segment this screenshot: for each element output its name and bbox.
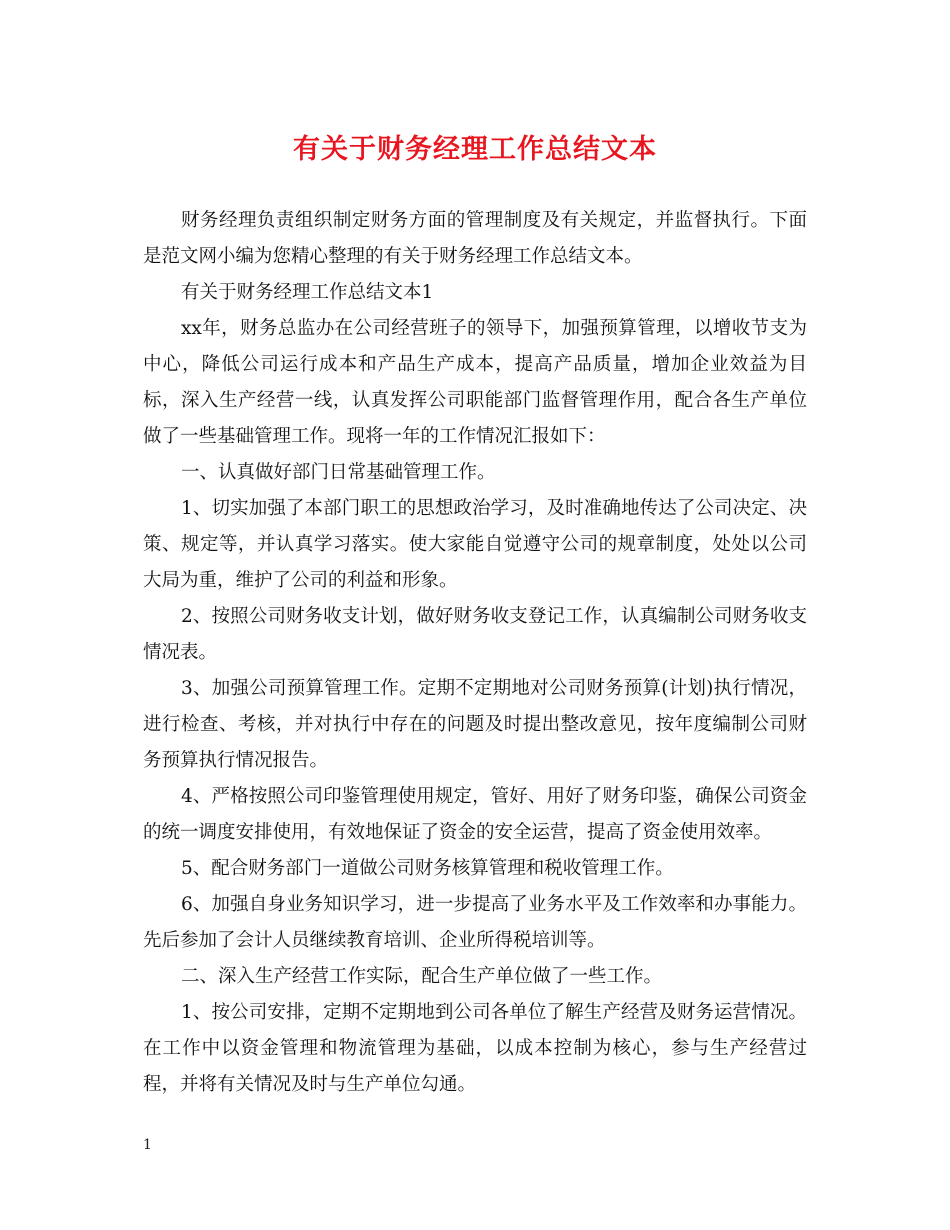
paragraph-item-1-3: 3、加强公司预算管理工作。定期不定期地对公司财务预算(计划)执行情况，进行检查、考核，并对执行中存在的问题及时提出整改意见，按年度编制公司财务预算执行情况报告。 [143, 678, 807, 771]
paragraph-section-title: 有关于财务经理工作总结文本1 [181, 282, 434, 303]
paragraph-heading-2: 二、深入生产经营工作实际，配合生产单位做了一些工作。 [181, 966, 663, 987]
document-title: 有关于财务经理工作总结文本 [293, 134, 657, 165]
paragraph-item-2-1: 1、按公司安排，定期不定期地到公司各单位了解生产经营及财务运营情况。在工作中以资金管理和物流管理为基础，以成本控制为核心，参与生产经营过程，并将有关情况及时与生产单位勾通。 [143, 1002, 807, 1095]
paragraph-heading-1: 一、认真做好部门日常基础管理工作。 [181, 462, 496, 483]
paragraph-item-1-4: 4、严格按照公司印鉴管理使用规定，管好、用好了财务印鉴，确保公司资金的统一调度安排使用，有效地保证了资金的安全运营，提高了资金使用效率。 [143, 786, 807, 843]
page-number: 1 [143, 1137, 152, 1153]
paragraph-item-1-6: 6、加强自身业务知识学习，进一步提高了业务水平及工作效率和办事能力。先后参加了会计人员继续教育培训、企业所得税培训等。 [143, 894, 807, 951]
paragraph-item-1-5: 5、配合财务部门一道做公司财务核算管理和税收管理工作。 [181, 858, 674, 879]
paragraph-item-1-1: 1、切实加强了本部门职工的思想政治学习，及时准确地传达了公司决定、决策、规定等，并认真学习落实。使大家能自觉遵守公司的规章制度，处处以公司大局为重，维护了公司的利益和形象。 [143, 498, 807, 591]
paragraph-intro: 财务经理负责组织制定财务方面的管理制度及有关规定，并监督执行。下面是范文网小编为您精心整理的有关于财务经理工作总结文本。 [143, 210, 807, 267]
paragraph-overview: xx年，财务总监办在公司经营班子的领导下，加强预算管理，以增收节支为中心，降低公司运行成本和产品生产成本，提高产品质量，增加企业效益为目标，深入生产经营一线，认真发挥公司职能部门监督管理作用，配合各生产单位做了一些基础管理工作。现将一年的工作情况汇报如下： [143, 318, 807, 447]
paragraph-item-1-2: 2、按照公司财务收支计划，做好财务收支登记工作，认真编制公司财务收支情况表。 [143, 606, 807, 663]
document-body [143, 203, 807, 1103]
